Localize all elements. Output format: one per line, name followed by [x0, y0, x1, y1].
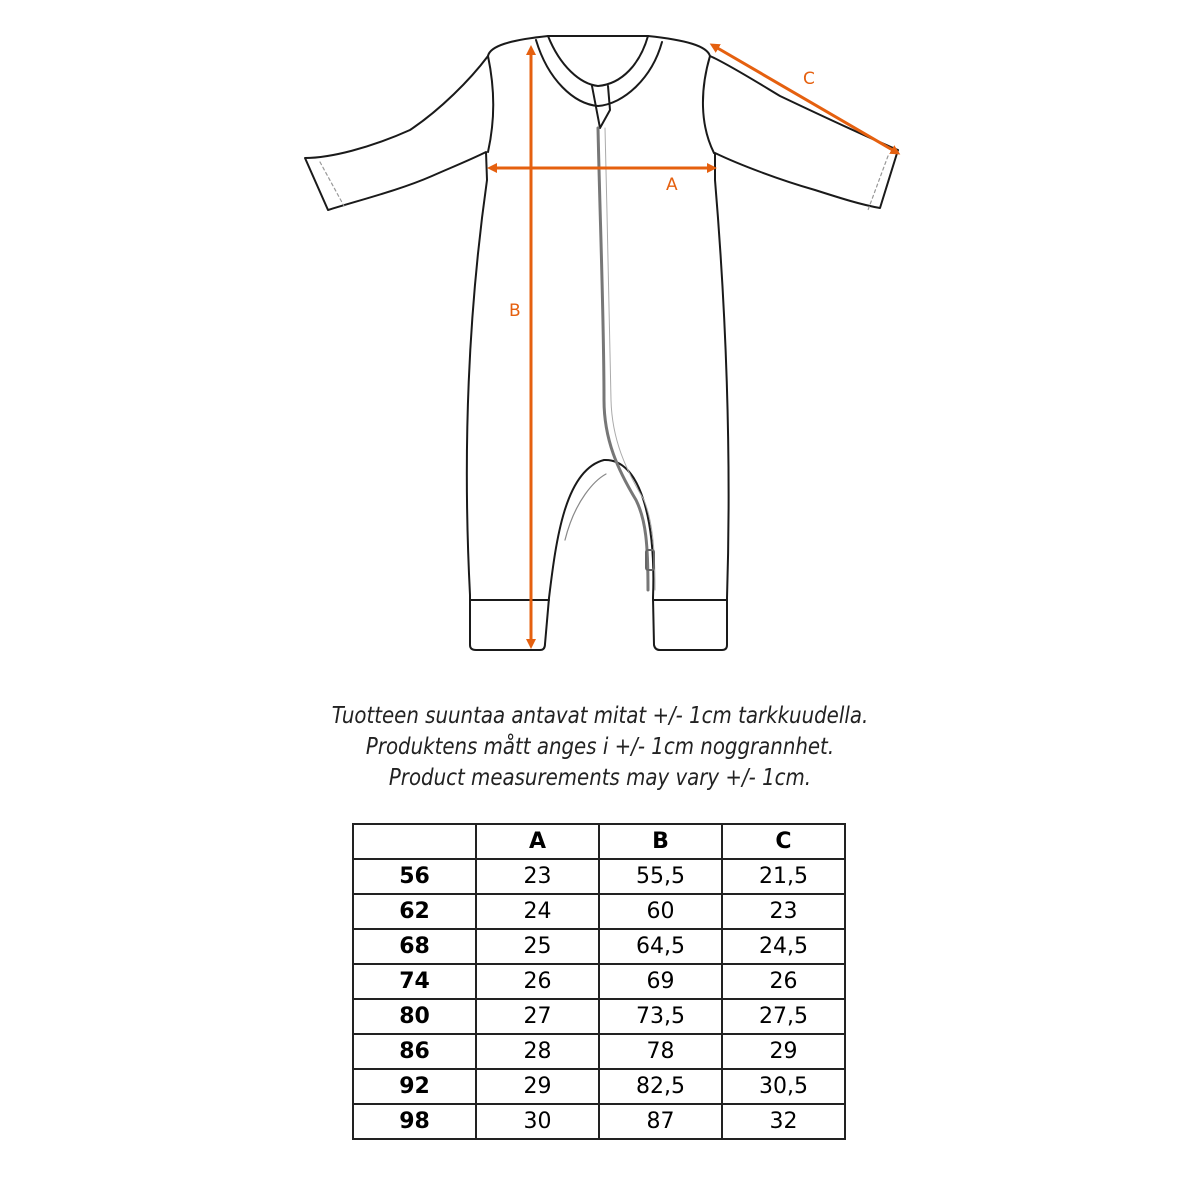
note-finnish: Tuotteen suuntaa antavat mitat +/- 1cm tarkkuudella. — [331, 703, 869, 729]
romper-body-outline — [305, 36, 898, 650]
table-row — [353, 929, 845, 964]
note-swedish: Produktens mått anges i +/- 1cm noggrannhet. — [365, 734, 835, 760]
table-header-row — [353, 824, 845, 859]
c-cell: 24,5 — [722, 929, 845, 964]
header-b: B — [599, 824, 722, 859]
zipper-track — [598, 128, 648, 590]
romper-outline — [305, 36, 898, 650]
size-cell: 92 — [353, 1069, 476, 1104]
table-row — [353, 859, 845, 894]
a-cell: 28 — [476, 1034, 599, 1069]
a-cell: 30 — [476, 1104, 599, 1139]
c-cell: 30,5 — [722, 1069, 845, 1104]
size-cell: 68 — [353, 929, 476, 964]
right-sleeve-seam — [703, 56, 714, 153]
size-cell: 74 — [353, 964, 476, 999]
right-sleeve-cuff-seam — [868, 156, 888, 210]
neckband-outer — [548, 36, 648, 86]
a-cell: 29 — [476, 1069, 599, 1104]
b-cell: 78 — [599, 1034, 722, 1069]
b-cell: 69 — [599, 964, 722, 999]
a-cell: 24 — [476, 894, 599, 929]
zipper-placket — [592, 86, 610, 128]
b-cell: 82,5 — [599, 1069, 722, 1104]
measurement-arrows — [492, 46, 896, 644]
a-cell: 27 — [476, 999, 599, 1034]
arrow-c — [714, 46, 896, 152]
left-sleeve-seam — [488, 56, 493, 152]
table-row — [353, 894, 845, 929]
c-cell: 32 — [722, 1104, 845, 1139]
label-c: C — [803, 69, 815, 89]
header-a: A — [476, 824, 599, 859]
c-cell: 29 — [722, 1034, 845, 1069]
b-cell: 60 — [599, 894, 722, 929]
a-cell: 23 — [476, 859, 599, 894]
size-cell: 80 — [353, 999, 476, 1034]
size-table — [352, 823, 846, 1140]
header-corner — [353, 824, 476, 859]
c-cell: 26 — [722, 964, 845, 999]
note-english: Product measurements may vary +/- 1cm. — [388, 765, 812, 791]
b-cell: 64,5 — [599, 929, 722, 964]
c-cell: 23 — [722, 894, 845, 929]
table-row — [353, 999, 845, 1034]
c-cell: 21,5 — [722, 859, 845, 894]
b-cell: 87 — [599, 1104, 722, 1139]
crotch-seam — [565, 474, 606, 540]
table-row — [353, 964, 845, 999]
size-cell: 86 — [353, 1034, 476, 1069]
table-row — [353, 1069, 845, 1104]
zipper-track-inner — [605, 128, 655, 590]
a-cell: 26 — [476, 964, 599, 999]
table-row — [353, 1104, 845, 1139]
label-b: B — [509, 301, 521, 321]
size-cell: 56 — [353, 859, 476, 894]
table-row — [353, 1034, 845, 1069]
a-cell: 25 — [476, 929, 599, 964]
size-cell: 98 — [353, 1104, 476, 1139]
label-a: A — [666, 175, 678, 195]
header-c: C — [722, 824, 845, 859]
b-cell: 55,5 — [599, 859, 722, 894]
size-cell: 62 — [353, 894, 476, 929]
b-cell: 73,5 — [599, 999, 722, 1034]
c-cell: 27,5 — [722, 999, 845, 1034]
